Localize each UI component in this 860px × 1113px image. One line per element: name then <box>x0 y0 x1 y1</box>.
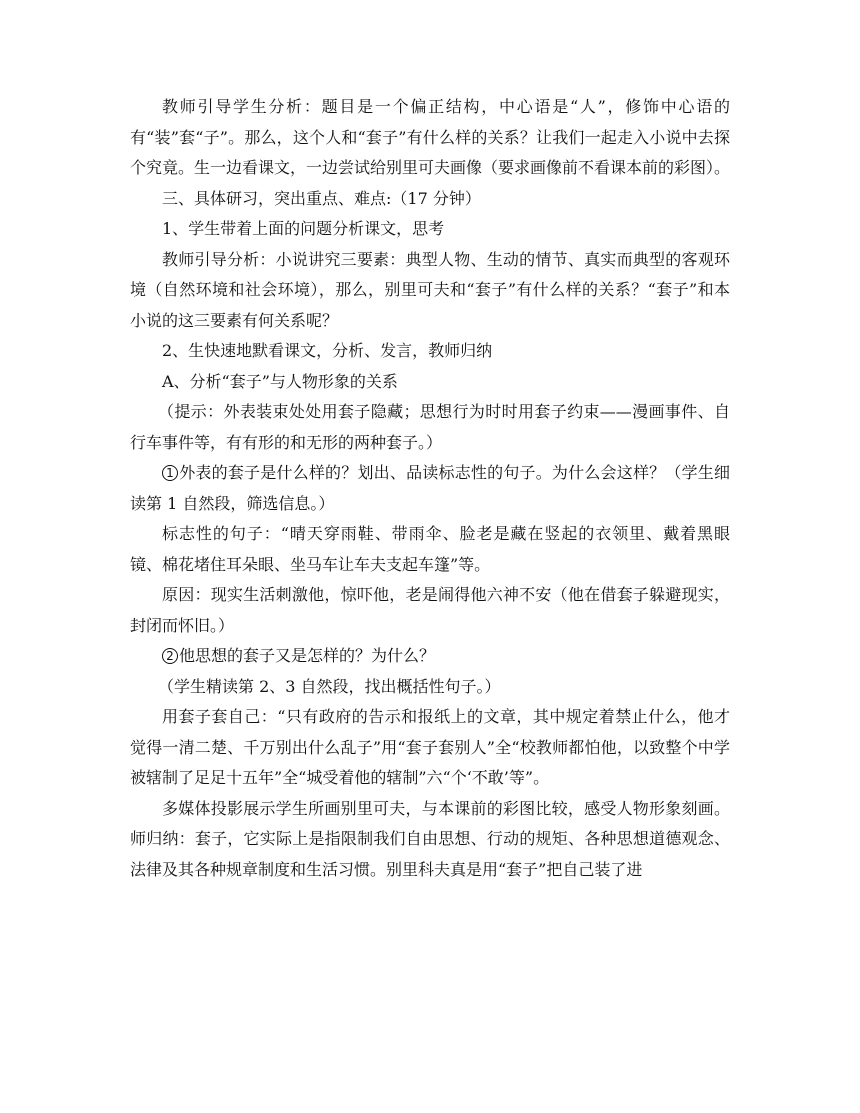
question-1-text: 外表的套子是什么样的？划出、品读标志性的句子。为什么会这样？（学生细读第 1 自然段，筛选信息。） <box>130 463 730 513</box>
circled-number-2: 2 <box>162 648 178 664</box>
circled-number-1: 1 <box>162 465 178 481</box>
paragraph-question-2 <box>130 641 730 672</box>
paragraph-analysis-a: A、分析“套子”与人物形象的关系 <box>162 371 398 391</box>
paragraph-section-three-heading: 三、具体研习，突出重点、难点:（17 分钟） <box>162 188 481 208</box>
paragraph-teacher-guide-title: 教师引导学生分析：题目是一个偏正结构，中心语是“人”，修饰中心语的有“装”套“子”。那么，这个人和“套子”有什么样的关系？让我们一起走入小说中去探个究竟。生一边看课文，一边尝试给别里可夫画像（要求画像前不看课本前的彩图）。 <box>130 97 731 177</box>
paragraph-self-wrapping: 用套子套自己：“只有政府的告示和报纸上的文章，其中规定着禁止什么，他才觉得一清二楚、千万别出什么乱子”用“套子套别人”全“校教师都怕他，以致整个中学被辖制了足足十五年”全“城受着他的辖制”六“个‘不敢’等”。 <box>130 707 730 787</box>
paragraph-three-elements: 教师引导分析：小说讲究三要素：典型人物、生动的情节、真实而典型的客观环境（自然环境和社会环境），那么，别里可夫和“套子”有什么样的关系？“套子”和本小说的这三要素有何关系呢？ <box>130 249 730 330</box>
paragraph-read-instruction: （学生精读第 2、3 自然段，找出概括性句子。） <box>158 676 501 696</box>
paragraph-hint: （提示：外表装束处处用套子隐藏；思想行为时时用套子约束——漫画事件、自行车事件等，有有形的和无形的两种套子。） <box>130 402 730 452</box>
paragraph-symbolic-sentences: 标志性的句子：“晴天穿雨鞋、带雨伞、脸老是藏在竖起的衣领里、戴着黑眼镜、棉花堵住耳朵眼、坐马车让车夫支起车篷”等。 <box>130 524 730 574</box>
paragraph-step-1: 1、学生带着上面的问题分析课文，思考 <box>162 219 445 238</box>
paragraph-reason: 原因：现实生活刺激他，惊吓他，老是闹得他六神不安（他在借套子躲避现实，封闭而怀旧。） <box>130 585 730 635</box>
document-body <box>130 92 730 885</box>
question-2-text: 他思想的套子又是怎样的？为什么？ <box>179 646 436 665</box>
paragraph-multimedia-summary: 多媒体投影展示学生所画别里可夫，与本课前的彩图比较，感受人物形象刻画。师归纳：套子，它实际上是指限制我们自由思想、行动的规矩、各种思想道德观念、法律及其各种规章制度和生活习惯。别里科夫真是用“套子”把自己装了进 <box>130 798 730 879</box>
paragraph-step-2: 2、生快速地默看课文，分析、发言，教师归纳 <box>162 341 493 360</box>
paragraph-question-1 <box>130 458 730 519</box>
